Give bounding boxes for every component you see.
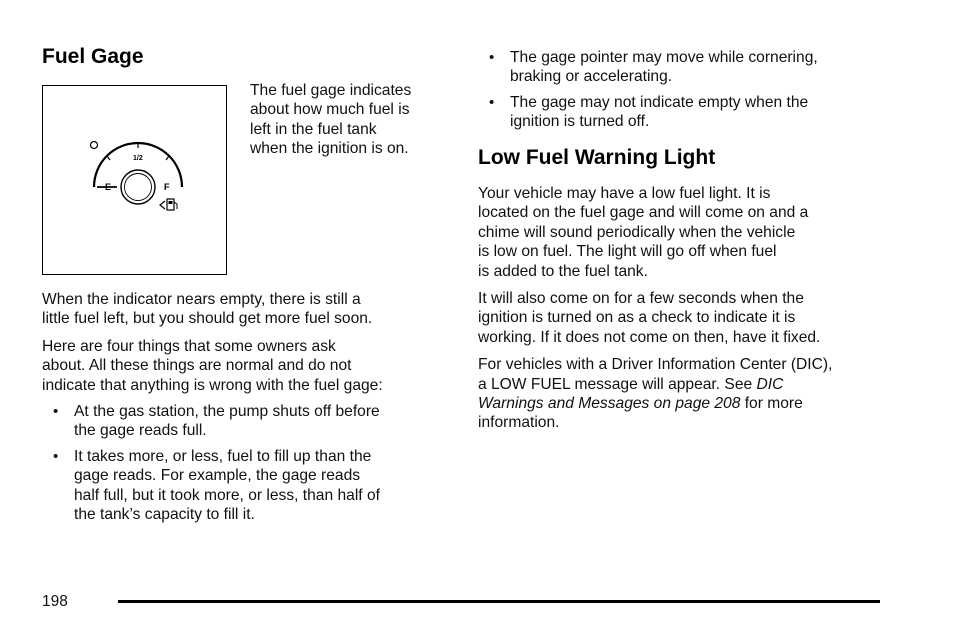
gage-full-label: F (164, 182, 170, 192)
four-things-paragraph (42, 337, 442, 395)
text-line: The fuel gage indicates (250, 82, 412, 99)
footer-rule (118, 600, 880, 603)
page-number: 198 (42, 593, 68, 610)
text-line: At the gas station, the pump shuts off before (74, 403, 380, 421)
text-line: braking or accelerating. (510, 68, 673, 86)
low-fuel-light-icon (91, 142, 98, 149)
low-fuel-paragraph (478, 184, 898, 281)
gage-tick (107, 156, 110, 160)
text-line: the gage reads full. (74, 422, 207, 440)
text-line: For vehicles with a Driver Information Center (DIC), (478, 356, 833, 374)
text-line: The gage may not indicate empty when the (510, 93, 809, 111)
text-line: It takes more, or less, fuel to fill up than the (74, 447, 372, 465)
ignition-check-paragraph (478, 289, 898, 347)
text-line: the tank’s capacity to fill it. (74, 506, 255, 524)
text-line: The gage pointer may move while cornering, (510, 49, 818, 66)
dic-paragraph (478, 355, 898, 433)
left-bullet-list (42, 402, 442, 524)
text-line: indicate that anything is wrong with the fuel gage: (42, 376, 383, 394)
text-line: about how much fuel is (250, 101, 410, 119)
text-line: when the ignition is on. (250, 140, 409, 158)
text-line: ignition is turned on as a check to indicate it is (478, 309, 796, 327)
text-line: left in the fuel tank (250, 120, 377, 138)
text-line: half full, but it took more, or less, than half of (74, 486, 380, 504)
gage-hub (121, 170, 155, 204)
gage-half-label: 1/2 (133, 155, 143, 162)
text-line: It will also come on for a few seconds when the (478, 290, 804, 308)
text-line: chime will sound periodically when the vehicle (478, 223, 796, 241)
text-line: information. (478, 414, 560, 432)
dic-reference-link[interactable]: DIC (756, 375, 784, 393)
list-item (478, 93, 898, 132)
list-item (42, 402, 442, 441)
text-line: working. If it does not come on then, have it fixed. (478, 328, 821, 346)
near-empty-paragraph (42, 290, 442, 329)
left-column-body (42, 290, 442, 524)
fuel-gage-drawing (43, 86, 225, 273)
text-line: ignition is turned off. (510, 113, 650, 131)
dic-reference-link[interactable]: Warnings and Messages on page 208 (478, 395, 741, 413)
text-line: gage reads. For example, the gage reads (74, 467, 361, 485)
fuel-gage-heading: Fuel Gage (42, 45, 144, 68)
text-line: is added to the fuel tank. (478, 262, 648, 280)
fuel-gage-illustration (42, 85, 227, 275)
fuel-gage-intro (250, 81, 411, 159)
right-column-body (478, 184, 898, 433)
fuel-pump-icon (160, 199, 177, 210)
list-item (42, 447, 442, 525)
right-column-top (478, 48, 898, 132)
text-line: is low on fuel. The light will go off when fuel (478, 243, 777, 261)
text-line: about. All these things are normal and do not (42, 357, 352, 375)
text-line: a LOW FUEL message will appear. See (478, 375, 757, 393)
gage-tick (166, 156, 169, 160)
text-line: for more (740, 395, 803, 413)
gage-empty-label: E (105, 182, 112, 192)
text-line: little fuel left, but you should get more fuel soon. (42, 310, 373, 328)
text-line: When the indicator nears empty, there is still a (42, 291, 361, 308)
low-fuel-heading: Low Fuel Warning Light (478, 146, 716, 169)
text-line: Here are four things that some owners ask (42, 337, 336, 355)
text-line: located on the fuel gage and will come on and a (478, 204, 809, 222)
right-bullet-list (478, 48, 898, 132)
text-line: Your vehicle may have a low fuel light. It is (478, 185, 771, 202)
list-item (478, 48, 898, 87)
